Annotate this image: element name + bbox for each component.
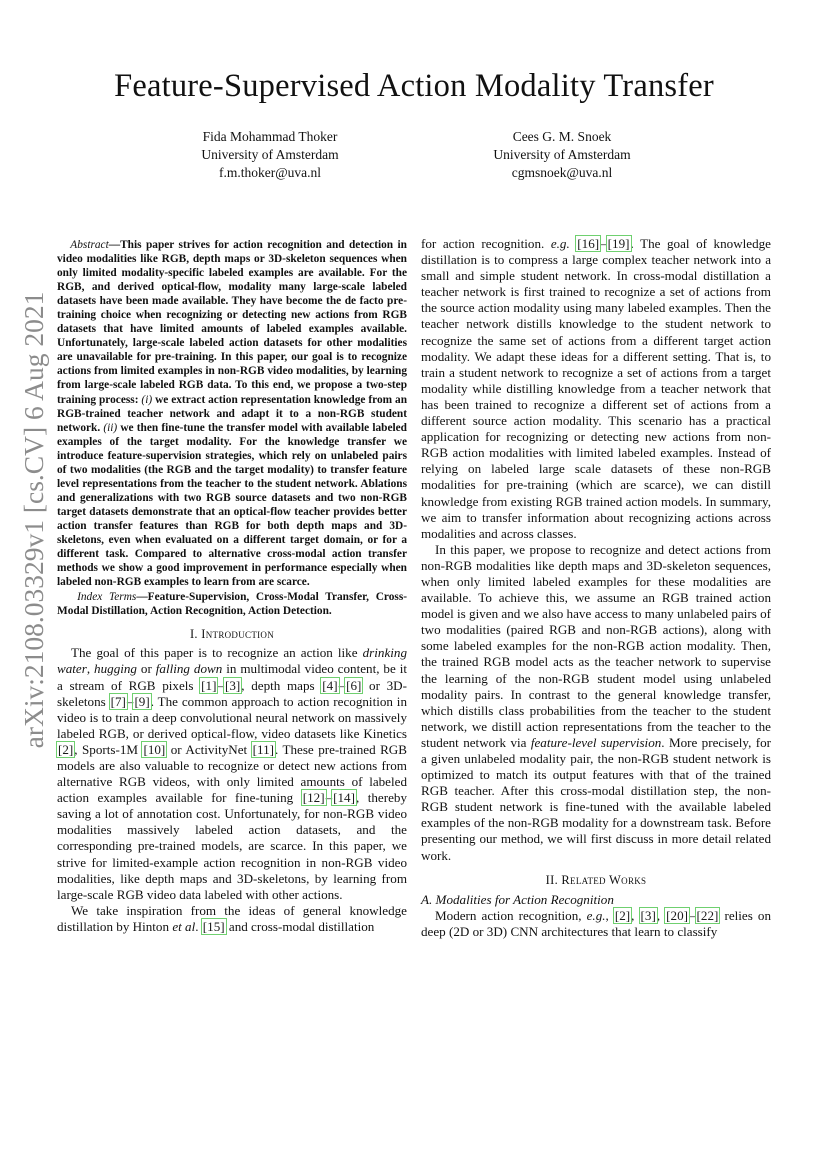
citation-link[interactable]: [22] (696, 907, 719, 923)
citation-link[interactable]: [20] (666, 907, 688, 923)
abstract: Abstract—This paper strives for action recognition and detection in video modalities like RGB, depth maps or 3D-skeleton sequences when only limited modality-specific labeled examples are available. For the RGB, and derived optical-flow, modality many large-scale labeled datasets have been made available. They have become the de facto pre-training choice when recognizing or detecting new actions from RGB datasets that have limited amounts of labeled examples available. Unfortunately, large-scale labeled action datasets for other modalities are unavailable for pre-training. In this paper, our goal is to recognize actions from limited examples in non-RGB video modalities, by learning from large-scale labeled RGB data. To this end, we propose a two-step training process: (i) we extract action representation knowledge from an RGB-trained teacher network and adapt it to a non-RGB student network. (ii) we then fine-tune the transfer model with available labeled examples of the target modality. For the knowledge transfer we introduce feature-supervision strategies, which rely on unlabeled pairs of two modalities (the RGB and the target modality) to transfer feature level representations from the teacher to the student network. Ablations and generalizations with two RGB source datasets and two non-RGB target datasets demonstrate that an optical-flow teacher provides better action transfer features than RGB for both depth maps and 3D-skeletons, even when evaluated on a different target domain, or for a different task. Compared to alternative cross-modal action transfer methods we show a good improvement in performance especially when labeled non-RGB examples to learn from are scarce. (57, 239, 407, 589)
left-column (57, 238, 407, 935)
subsection-heading: A. Modalities for Action Recognition (421, 891, 614, 907)
author-block (432, 128, 692, 182)
author-name: Fida Mohammad Thoker (202, 129, 338, 144)
citation-link[interactable]: [9] (134, 693, 150, 709)
paragraph: Modern action recognition, e.g., [2], [3], [20]–[22] relies on deep (2D or 3D) CNN architectures that learn to classify (421, 907, 771, 939)
citation-link[interactable]: [4] (322, 677, 338, 693)
citation-link[interactable]: [3] (224, 677, 241, 693)
abstract-label: Abstract (70, 239, 109, 251)
citation-link[interactable]: [19] (607, 236, 630, 251)
author-affiliation: University of Amsterdam (493, 147, 631, 162)
author-name: Cees G. M. Snoek (512, 129, 612, 144)
paragraph: for action recognition. e.g. [16]–[19]. The goal of knowledge distillation is to compress a large complex teacher network into a small and simple student network. In cross-modal distillation a teacher network is first trained to recognize a set of actions from the source action modality using many labeled examples. Then the teacher network distills knowledge to the student network to recognize the same set of actions from a different target action modality. We adapt these ideas for a different setting. That is, to train a student network to recognize a set of actions from a target modality while distilling knowledge from a teacher network that has been trained to recognize a different set of actions from a different source action modality. This scenario has a practical application for recognizing or detecting new actions from non-RGB action modalities with limited labeled examples. Instead of relying on labeled large scale datasets of these non-RGB modalities for pre-training (which are scarce), we can distill knowledge from existing RGB trained action models. In summary, we aim to transfer information about recognizing actions across modalities and across classes. (421, 236, 771, 541)
paper-title: Feature-Supervised Action Modality Transfer (114, 68, 714, 104)
arxiv-identifier: arXiv:2108.03329v1 [cs.CV] 6 Aug 2021 (18, 291, 49, 749)
citation-link[interactable]: [2] (614, 907, 631, 923)
citation-link[interactable]: [1] (201, 677, 217, 693)
author-email: f.m.thoker@uva.nl (218, 165, 322, 180)
section-heading: II. Related Works (545, 872, 647, 887)
paragraph: We take inspiration from the ideas of general knowledge distillation by Hinton et al. [15] and cross-modal distillation (57, 902, 407, 934)
index-terms-label: Index Terms (77, 591, 137, 604)
paragraph: In this paper, we propose to recognize and detect actions from non-RGB modalities like depth maps and 3D-skeleton sequences, when only limited labeled examples for these modalities are available. To achieve this, we assume an RGB trained action model is given and we also have access to many unlabeled pairs of two modalities (paired RGB and non-RGB actions), along with some labeled examples for the non-RGB action modality. Then, the trained RGB model acts as the teacher network to supervise the learning of the non-RGB student model using unlabeled modality pairs. In contrast to the general knowledge transfer, which distills class probabilities from the teacher to the student network, we distill action representations from the teacher to the student network via feature-level supervision. More precisely, for a given unlabeled modality pair, the non-RGB student network is optimized to match its output features with that of the trained RGB teacher. After this cross-modal distillation step, the non-RGB student network is fine-tuned with the available labeled examples of the non-RGB modality for a downstream task. Before presenting our method, we will first discuss in more detail related work. (421, 541, 772, 863)
author-affiliation: University of Amsterdam (201, 147, 339, 162)
citation-link[interactable]: [10] (143, 741, 166, 757)
citation-link[interactable]: [16] (577, 236, 600, 251)
paragraph: The goal of this paper is to recognize an action like drinking water, hugging or falling down in multimodal video content, be it a stream of RGB pixels [1]–[3], depth maps [4]–[6] or 3D-skeletons [7]–[9]. The common approach to action recognition in video is to train a deep convolutional neural network on massively labeled RGB, or derived optical-flow, video datasets like Kinetics [2], Sports-1M [10] or ActivityNet [11]. These pre-trained RGB models are also valuable to recognize or detect new actions from alternative RGB videos, with only limited amounts of labeled action examples available for fine-tuning [12]–[14], thereby saving a lot of annotation cost. Unfortunately, for non-RGB video modalities massively labeled action datasets, and the corresponding pre-trained models, are scarce. In this paper, we strive for limited-example action recognition in non-RGB video modalities, like depth maps and 3D-skeletons, by learning from large-scale RGB video data labeled with other actions. (57, 645, 408, 902)
citation-link[interactable]: [14] (333, 790, 355, 806)
right-column (421, 236, 771, 940)
citation-link[interactable]: [11] (252, 741, 274, 757)
citation-link[interactable]: [7] (110, 693, 126, 709)
citation-link[interactable]: [2] (58, 741, 74, 757)
citation-link[interactable]: [12] (302, 790, 325, 806)
citation-link[interactable]: [3] (640, 907, 656, 923)
citation-link[interactable]: [6] (346, 677, 362, 693)
index-terms: Index Terms—Feature-Supervision, Cross-Modal Transfer, Cross-Modal Distillation, Action Recognition, Action Detection. (57, 591, 408, 618)
citation-link[interactable]: [15] (202, 918, 225, 934)
section-heading: I. Introduction (189, 627, 275, 642)
author-email: cgmsnoek@uva.nl (511, 165, 613, 180)
author-block (140, 128, 400, 182)
arxiv-side-label (13, 200, 53, 840)
